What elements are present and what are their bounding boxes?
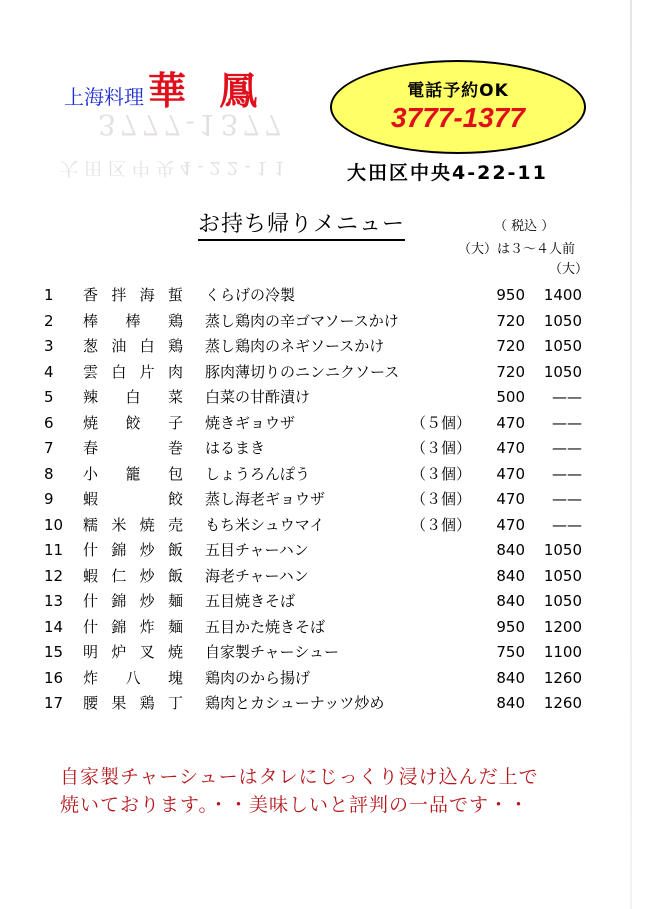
item-number: 13 <box>44 592 64 610</box>
item-number: 12 <box>44 566 64 585</box>
item-chinese-name: 雲白片肉 <box>83 362 183 381</box>
item-price: 720 <box>496 337 525 355</box>
footer-note <box>60 763 539 819</box>
item-price-large: 1260 <box>543 668 582 687</box>
item-price: 840 <box>496 668 525 687</box>
item-quantity: （３個） <box>410 439 471 457</box>
menu-row <box>0 462 620 487</box>
item-japanese-name: 白菜の甘酢漬け <box>205 388 311 406</box>
phone-number: 3777-1377 <box>391 102 525 133</box>
item-price-large: 1050 <box>543 541 582 559</box>
menu-row <box>0 538 620 563</box>
menu-row <box>0 666 620 691</box>
item-japanese-name: もち米シュウマイ <box>205 515 325 534</box>
menu-row <box>0 309 620 334</box>
menu-title: お持ち帰りメニュー <box>198 207 405 241</box>
footer-line-2: 焼いております。・・美味しいと評判の一品です・・ <box>60 794 529 816</box>
large-column-header: （大） <box>549 262 589 277</box>
item-number: 2 <box>44 311 54 330</box>
item-chinese-name: 炸八塊 <box>83 668 183 687</box>
item-quantity: （３個） <box>410 490 471 508</box>
item-price-large: 1050 <box>543 311 582 330</box>
item-number: 8 <box>44 464 54 483</box>
item-price: 720 <box>496 311 525 330</box>
item-japanese-name: 五目チャーハン <box>205 541 309 559</box>
item-japanese-name: くらげの冷製 <box>205 286 296 304</box>
cuisine-label: 上海料理 <box>64 85 144 109</box>
tax-note: （ 税込 ） <box>494 219 555 234</box>
item-japanese-name: 焼きギョウザ <box>205 413 296 432</box>
item-price-large: 1200 <box>543 617 582 636</box>
item-price-large: 1050 <box>543 592 582 610</box>
item-quantity: （３個） <box>410 464 471 483</box>
item-chinese-name: 糯米焼売 <box>83 515 183 534</box>
item-price: 470 <box>496 515 525 534</box>
item-price: 840 <box>496 566 525 585</box>
address: 大田区中央4-22-11 <box>347 162 548 184</box>
item-number: 16 <box>44 668 64 687</box>
menu-row <box>0 564 620 589</box>
menu-row <box>0 411 620 436</box>
item-japanese-name: 五目かた焼きそば <box>205 617 326 636</box>
item-price: 470 <box>496 413 525 432</box>
item-price-large: 1100 <box>543 643 582 661</box>
item-price: 470 <box>496 439 525 457</box>
item-japanese-name: 豚肉薄切りのニンニクソース <box>205 362 400 381</box>
item-japanese-name: しょうろんぽう <box>205 464 311 483</box>
menu-row <box>0 640 620 665</box>
item-japanese-name: 蒸し海老ギョウザ <box>205 490 326 508</box>
menu-row <box>0 487 620 512</box>
item-price-large: —— <box>552 515 582 534</box>
size-note: （大）は３～４人前 <box>458 242 576 257</box>
item-price-large: 1050 <box>543 337 582 355</box>
item-chinese-name: 辣白菜 <box>83 388 183 406</box>
item-price: 840 <box>496 541 525 559</box>
item-chinese-name: 蝦仁炒飯 <box>83 566 183 585</box>
restaurant-name <box>64 60 267 115</box>
item-number: 1 <box>44 286 54 304</box>
item-price-large: —— <box>552 413 582 432</box>
item-chinese-name: 蝦餃 <box>83 490 183 508</box>
item-chinese-name: 小籠包 <box>83 464 183 483</box>
item-price-large: 1050 <box>543 566 582 585</box>
item-quantity: （５個） <box>410 413 471 432</box>
bleed-through-phone: 3777-1377 <box>98 108 286 141</box>
item-number: 14 <box>44 617 64 636</box>
item-price-large: 1050 <box>543 362 582 381</box>
menu-row <box>0 691 620 716</box>
item-chinese-name: 什錦炸麺 <box>83 617 183 636</box>
item-price: 840 <box>496 694 525 712</box>
item-number: 7 <box>44 439 54 457</box>
item-price: 950 <box>496 617 525 636</box>
item-japanese-name: 海老チャーハン <box>205 566 309 585</box>
menu-row <box>0 360 620 385</box>
item-number: 9 <box>44 490 54 508</box>
item-japanese-name: 自家製チャーシュー <box>205 643 339 661</box>
item-price-large: 1400 <box>543 286 582 304</box>
item-japanese-name: 鶏肉のから揚げ <box>205 668 311 687</box>
item-price: 750 <box>496 643 525 661</box>
item-price: 470 <box>496 464 525 483</box>
item-price-large: —— <box>552 439 582 457</box>
item-number: 10 <box>44 515 64 534</box>
item-chinese-name: 明炉叉焼 <box>83 643 183 661</box>
item-price-large: —— <box>552 464 582 483</box>
page-edge <box>630 0 632 909</box>
item-price-large: —— <box>552 388 582 406</box>
item-chinese-name: 葱油白鶏 <box>83 337 183 355</box>
item-price-large: 1260 <box>543 694 582 712</box>
item-price: 840 <box>496 592 525 610</box>
item-price: 950 <box>496 286 525 304</box>
item-number: 15 <box>44 643 64 661</box>
item-price: 720 <box>496 362 525 381</box>
item-number: 5 <box>44 388 54 406</box>
item-quantity: （３個） <box>410 515 471 534</box>
item-japanese-name: はるまき <box>205 439 266 457</box>
item-chinese-name: 棒棒鶏 <box>83 311 183 330</box>
item-price: 470 <box>496 490 525 508</box>
item-chinese-name: 春巻 <box>83 439 183 457</box>
reservation-label: 電話予約OK <box>407 81 509 101</box>
menu-row <box>0 615 620 640</box>
menu-row <box>0 513 620 538</box>
bleed-through-address: 大田区中央4-22-11 <box>60 157 292 178</box>
item-chinese-name: 什錦炒麺 <box>83 592 183 610</box>
item-japanese-name: 蒸し鶏肉のネギソースかけ <box>205 337 385 355</box>
item-chinese-name: 香拌海蜇 <box>83 286 183 304</box>
item-number: 11 <box>44 541 64 559</box>
item-number: 6 <box>44 413 54 432</box>
item-chinese-name: 腰果鶏丁 <box>83 694 183 712</box>
menu-row <box>0 436 620 461</box>
item-price: 500 <box>496 388 525 406</box>
menu-row <box>0 589 620 614</box>
item-price-large: —— <box>552 490 582 508</box>
item-number: 17 <box>44 694 64 712</box>
phone-oval <box>330 60 586 154</box>
item-japanese-name: 五目焼きそば <box>205 592 296 610</box>
restaurant-title: 華 鳳 <box>148 68 268 113</box>
item-japanese-name: 蒸し鶏肉の辛ゴマソースかけ <box>205 311 399 330</box>
menu-row <box>0 334 620 359</box>
item-japanese-name: 鶏肉とカシューナッツ炒め <box>205 694 385 712</box>
footer-line-1: 自家製チャーシューはタレにじっくり浸け込んだ上で <box>60 766 539 788</box>
item-chinese-name: 什錦炒飯 <box>83 541 183 559</box>
item-number: 4 <box>44 362 54 381</box>
menu-row <box>0 385 620 410</box>
item-chinese-name: 焼餃子 <box>83 413 183 432</box>
item-number: 3 <box>44 337 54 355</box>
menu-row <box>0 283 620 308</box>
